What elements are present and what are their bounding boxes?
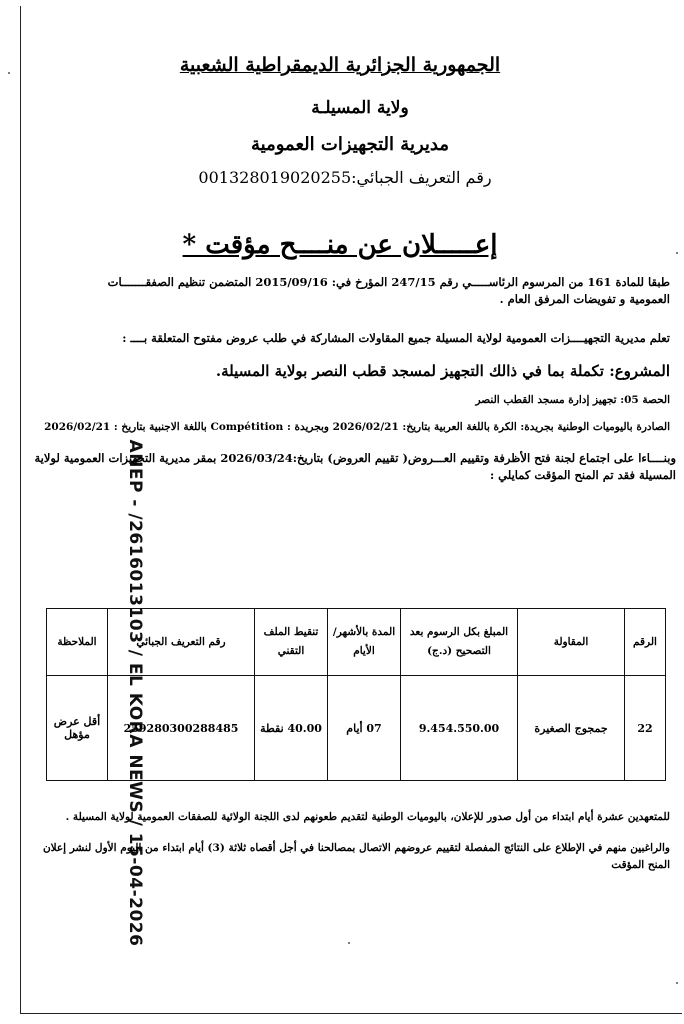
cell-number: 22 (625, 676, 666, 781)
scan-speck (8, 72, 10, 74)
project-line: المشروع: تكملة بما في ذالك التجهيز لمسجد قطب النصر بولاية المسيلة. (215, 362, 670, 380)
table-row (47, 676, 666, 781)
notice-title: إعـــــلان عن منــــح مؤقت * (182, 230, 498, 260)
col-duration-header: المدة بالأشهر/ الأيام (328, 609, 401, 676)
tax-id: رقم التعريف الجبائي:001328019020255 (198, 168, 492, 187)
col-taxid-header: رقم التعريف الجبائي (108, 609, 255, 676)
cell-amount: 9.454.550.00 (401, 676, 518, 781)
inform-paragraph: تعلم مديرية التجهيــــزات العمومية لولاية المسيلة جميع المقاولات المشاركة في طلب عروض مفتوح المتعلقة بــــ : (122, 331, 670, 345)
col-number-header: الرقم (625, 609, 666, 676)
col-amount-header: المبلغ بكل الرسوم بعد التصحيح (د.ج) (401, 609, 518, 676)
meeting-paragraph: وبنــــاءا على اجتماع لجنة فتح الأظرفة وتقييم العـــروض( تقييم العروض) بتاريخ:2026/03/24 بمقر مديرية التجهيزات العمومية لولاية المسيلة فقد تم المنح المؤقت كمايلي : (34, 451, 676, 483)
wilaya-name: ولاية المسيلـة (311, 98, 409, 118)
lot-line: الحصة 05: تجهيز إدارة مسجد القطب النصر (475, 394, 670, 406)
cell-taxid: 259280300288485 (108, 676, 255, 781)
scan-speck (676, 252, 678, 254)
results-consultation-notice: والراغبين منهم في الإطلاع على النتائج المفصلة لتقييم عروضهم الاتصال بمصالحنا في أجل أقصاه ثلاثة (3) أيام ابتداء من اليوم الأول لنشر إعلان المنح المؤقت (42, 842, 670, 871)
cell-score: 40.00 نقطة (255, 676, 328, 781)
scan-speck (676, 982, 678, 984)
table-header-row (47, 609, 666, 676)
appeal-notice: للمتعهدين عشرة أيام ابتداء من أول صدور للإعلان، باليوميات الوطنية لتقديم طعونهم لدى اللجنة الولائية للصفقات العمومية لولاية المسيلة . (65, 811, 670, 823)
col-note-header: الملاحظة (47, 609, 108, 676)
legal-basis-paragraph: طبقا للمادة 161 من المرسوم الرئاســـــي رقم 247/15 المؤرخ في: 2015/09/16 المتضمن تنظيم الصفقـــــــات العمومية و تفويضات المرفق العام . (107, 275, 670, 306)
col-company-header: المقاولة (518, 609, 625, 676)
republic-header: الجمهورية الجزائرية الديمقراطية الشعبية (179, 54, 501, 76)
press-line: الصادرة باليوميات الوطنية بجريدة: الكرة باللغة العربية بتاريخ: 2026/02/21 وبجريدة : Compétition باللغة الاجنبية بتاريخ : 2026/02/21 (44, 421, 670, 433)
cell-duration: 07 أيام (328, 676, 401, 781)
cell-note: أقل عرض مؤهل (47, 676, 108, 781)
publication-stamp: ANEP - /2616013103 / EL KORA NEWS / 15-04-2026 (125, 439, 145, 947)
scan-speck (348, 942, 350, 944)
cell-company: جمجوج الصغيرة (518, 676, 625, 781)
award-table (46, 608, 666, 781)
col-score-header: تنقيط الملف التقني (255, 609, 328, 676)
directorate-name: مديرية التجهيزات العمومية (251, 134, 449, 155)
